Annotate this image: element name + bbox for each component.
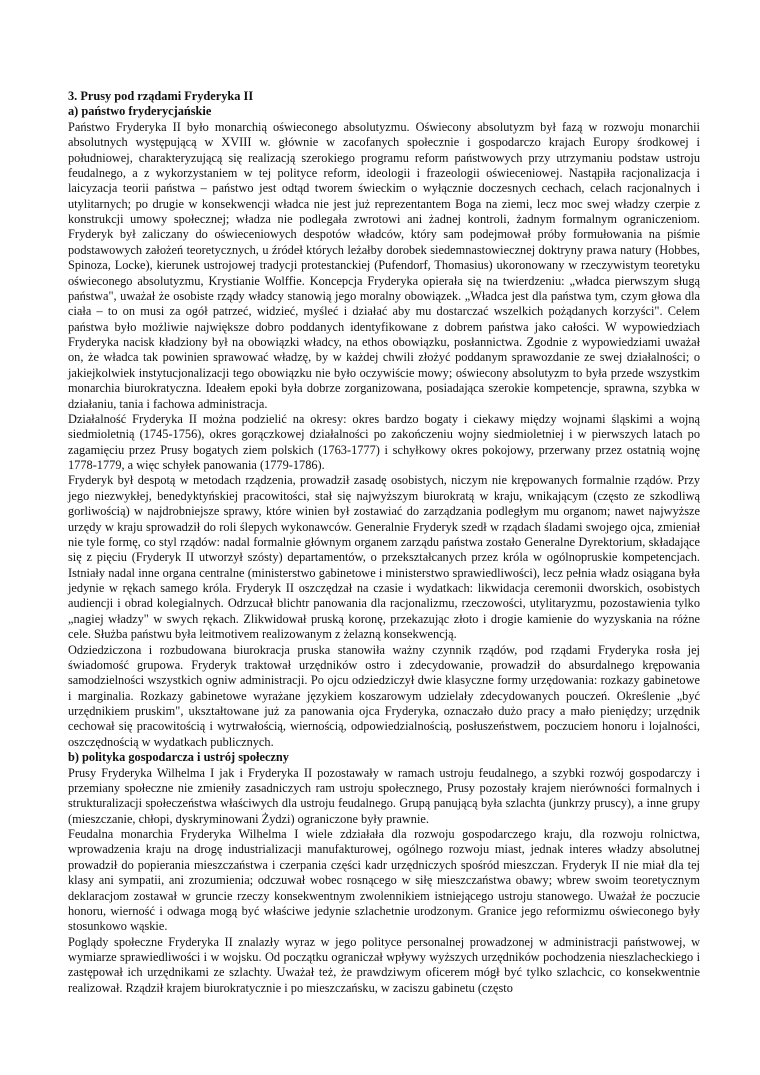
section-heading-a: a) państwo fryderycjańskie (68, 104, 212, 119)
paragraph: Państwo Fryderyka II było monarchią oświeconego absolutyzmu. Oświecony absolutyzm był fazą w rozwoju monarchii absolutnych występującą w XVIII w. głównie w zacofanych społecznie i gospodarczo krajach Europy środkowej i południowej, charakteryzującą się realizacją szerokiego programu reform państwowych przy utrzymaniu podstaw ustroju feudalnego, a z wykorzystaniem w tej polityce reform, ideologii i frazeologii oświeceniowej. Nastąpiła racjonalizacja i laicyzacja teorii państwa – państwo jest odtąd tworem świeckim o wyłącznie doczesnych cechach, celach racjonalnych i utylitarnych; po drugie w konsekwencji władca nie jest już reprezentantem Boga na ziemi, lecz moc swej władzy czerpie z konstrukcji umowy społecznej; władza nie podlegała zwrotowi ani żadnej kontroli, żadnym formalnym ograniczeniom. Fryderyk był zaliczany do oświeceniowych despotów władców, który sam podejmował próby formułowania na piśmie podstawowych założeń teoretycznych, u źródeł których leżałby dorobek siedemnastowiecznej doktryny prawa natury (Hobbes, Spinoza, Locke), kierunek ustrojowej tradycji protestanckiej (Pufendorf, Thomasius) ukoronowany w rzeczywistym teoretyku oświeconego absolutyzmu, Krystianie Wolffie. Koncepcja Fryderyka opierała się na twierdzeniu: „władca pierwszym sługą państwa", uważał że osobiste rządy władcy stanowią jego moralny obowiązek. „Władca jest dla państwa tym, czym głowa dla ciała – to on musi za ogół patrzeć, widzieć, myśleć i działać aby mu dostarczać wszelkich pożądanych korzyści". Celem państwa było możliwie największe dobro poddanych identyfikowane z dobrem państwa jako całości. W wypowiedziach Fryderyka nacisk kładziony był na obowiązki władcy, na ethos obowiązku, posłannictwa. Zgodnie z wypowiedziami uważał on, że władca tak powinien sprawować władzę, by w każdej chwili złożyć poddanym sprawozdanie ze swej działalności; o jakiejkolwiek instytucjonalizacji tego obowiązku nie było oczywiście mowy; oświecony absolutyzm to była przede wszystkim monarchia biurokratyczna. Ideałem epoki była dobrze zorganizowana, posiadająca szerokie kompetencje, sprawna, szybka w działaniu, tania i fachowa administracja. (68, 119, 700, 411)
paragraph: Poglądy społeczne Fryderyka II znalazły wyraz w jego polityce personalnej prowadzonej w administracji państwowej, w wymiarze sprawiedliwości i w wojsku. Od początku ograniczał wpływy wyższych urzędników pochodzenia nieszlacheckiego i zastępował ich urzędnikami ze szlachty. Uważał też, że prawdziwym oficerem mógł być tylko szlachcic, co konsekwentnie realizował. Rządził krajem biurokratycznie i po mieszczańsku, w zaciszu gabinetu (często (68, 934, 700, 995)
paragraph: Odziedziczona i rozbudowana biurokracja pruska stanowiła ważny czynnik rządów, pod rządami Fryderyka rosła jej świadomość grupowa. Fryderyk traktował urzędników ostro i zdecydowanie, prowadził do absurdalnego krępowania samodzielności wszystkich ogniw administracji. Po ojcu odziedziczył dwie klasyczne formy urzędowania: rozkazy gabinetowe i marginalia. Rozkazy gabinetowe wyrażane językiem koszarowym udzielały zdecydowanych pouczeń. Określenie „być urzędnikiem pruskim", ukształtowane już za panowania ojca Fryderyka, oznaczało dużo pracy a mało pieniędzy; urzędnik cechował się pracowitością i wytrwałością, wiernością, odpowiedzialnością, posłuszeństwem, poczuciem honoru i lojalności, oszczędnością w wydatkach publicznych. (68, 642, 700, 749)
document-title: 3. Prusy pod rządami Fryderyka II (68, 89, 254, 103)
section-heading-b: b) polityka gospodarcza i ustrój społeczny (68, 750, 289, 765)
paragraph: Prusy Fryderyka Wilhelma I jak i Fryderyka II pozostawały w ramach ustroju feudalnego, a szybki rozwój gospodarczy i przemiany społeczne nie zmieniły zasadniczych ram ustroju społecznego, Prusy pozostały krajem nierówności formalnych i strukturalizacji społeczeństwa właściwych dla ustroju feudalnego. Grupą panującą była szlachta (junkrzy pruscy), a inne grupy (mieszczanie, chłopi, dyskryminowani Żydzi) ograniczone były prawnie. (68, 765, 700, 826)
paragraph: Działalność Fryderyka II można podzielić na okresy: okres bardzo bogaty i ciekawy między wojnami śląskimi a wojną siedmioletnią (1745-1756), okres gorączkowej działalności po zakończeniu wojny siedmioletniej i w pierwszych latach po zagamięciu przez Prusy bogatych ziem polskich (1763-1777) i schyłkowy okres pokojowy, przerwany przez ostatnią wojnę 1778-1779, a więc schyłek panowania (1779-1786). (68, 411, 700, 472)
paragraph: Fryderyk był despotą w metodach rządzenia, prowadził zasadę osobistych, niczym nie krępowanych formalnie rządów. Przy jego niezwykłej, benedyktyńskiej pracowitości, stał się najwyższym biurokratą w kraju, wnikającym (często ze szkodliwą gorliwością) w najdrobniejsze sprawy, które winien był zostawiać do zarządzania podległym mu organom; nawet najwyższe urzędy w kraju sprowadził do roli ślepych wykonawców. Generalnie Fryderyk szedł w rządach śladami swojego ojca, zmieniał nie tyle formę, co styl rządów: nadal formalnie głównym organem zarządu państwa zostało Generalne Dyrektorium, składające się z pięciu (Fryderyk II utworzył szósty) departamentów, o przekształcanych przez króla w ogólnopruskie kompetencjach. Istniały nadal inne organa centralne (ministerstwo gabinetowe i ministerstwo sprawiedliwości), lecz pełnia władz osiągana była jedynie w rękach samego króla. Fryderyk II oszczędzał na czasie i wydatkach: likwidacja ceremonii dworskich, osobistych audiencji i obrad kolegialnych. Odrzucał blichtr panowania dla racjonalizmu, rzeczowości, utylitaryzmu, pozostawienia tylko „nagiej władzy" w swych rękach. Zlikwidował pruską koronę, przekazując złoto i drogie kamienie do wyzyskania na różne cele. Służba państwu była leitmotivem realizowanym z żelazną konsekwencją. (68, 473, 700, 642)
paragraph: Feudalna monarchia Fryderyka Wilhelma I wiele zdziałała dla rozwoju gospodarczego kraju, dla rozwoju rolnictwa, wprowadzenia kraju na drogę industrializacji manufakturowej, ogólnego rozwoju miast, jednak interes władzy absolutnej prowadził do popierania mieszczaństwa i czerpania części kadr urzędniczych spośród mieszczan. Fryderyk II nie miał dla tej klasy ani sympatii, ani zrozumienia; odczuwał wobec rosnącego w siłę mieszczaństwa obawy; wbrew swoim teoretycznym deklaracjom zostawał w gruncie rzeczy konsekwentnym zwolennikiem istniejącego ustroju stanowego. Uważał że poczucie honoru, wierność i odwaga mogą być właściwe jedynie szlachetnie urodzonym. Granice jego reformizmu oświeconego były stosunkowo wąskie. (68, 827, 700, 934)
